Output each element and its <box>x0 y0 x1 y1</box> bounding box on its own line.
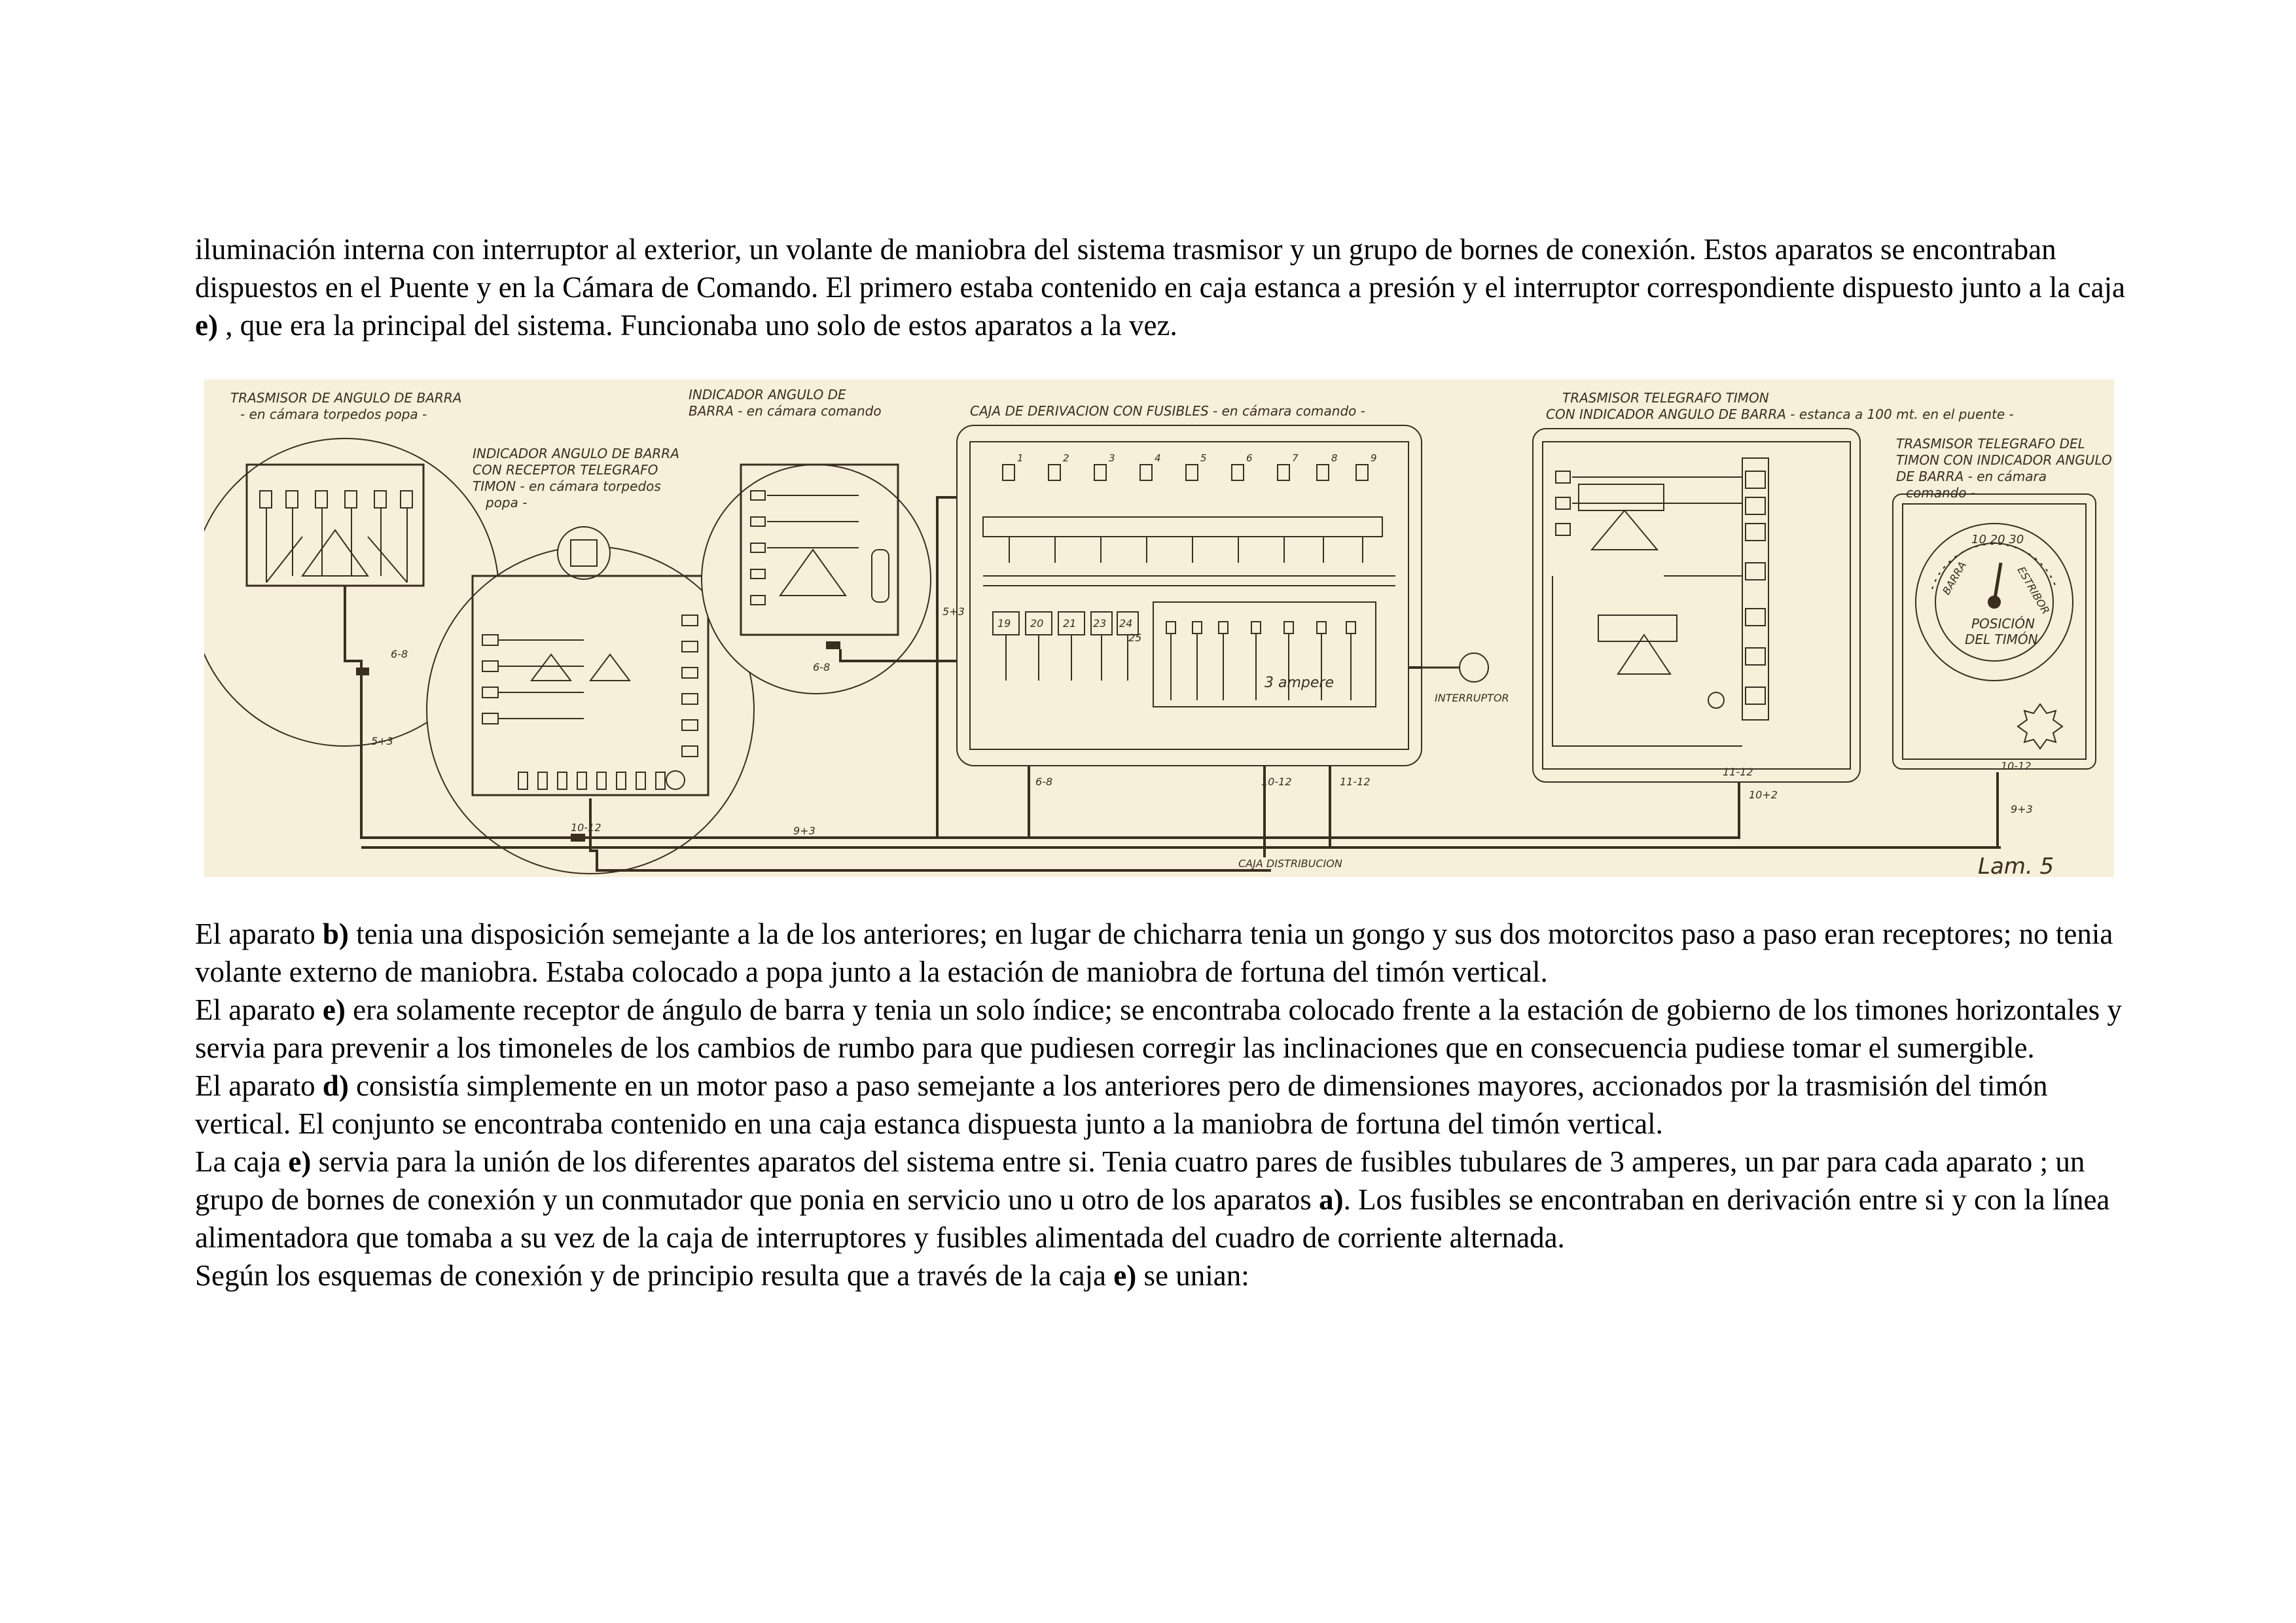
terminal-number: 8 <box>1331 452 1338 464</box>
cable-label: 6-8 <box>391 648 408 660</box>
cable-label: 5+3 <box>942 605 965 618</box>
text-run: era solamente receptor de ángulo de barra y tenia un solo índice; se encontraba colocado frente a la estación de gobierno de los timones horizontales y servia para prevenir a los timoneles de los cambios de rumbo para que pudiesen corregir las inclinaciones que en consecuencia pudiese tomar el sumergible. <box>195 993 2122 1064</box>
bold-ref: e) <box>195 309 218 342</box>
label-transmitter-line2: - en cámara torpedos popa - <box>240 406 427 422</box>
label-amperes: 3 ampere <box>1265 675 1334 691</box>
terminal-number: 6 <box>1246 452 1253 464</box>
dial-barra: BARRA <box>1940 559 1969 597</box>
rudder-position-dial <box>1893 494 2096 769</box>
fuse-box <box>957 425 1488 766</box>
paragraph-d <box>195 1067 2132 1143</box>
label-timon-line2: TIMON CON INDICADOR ANGULO <box>1896 452 2112 468</box>
bottom-paragraphs <box>195 915 2132 1294</box>
cable-label: 11-12 <box>1340 776 1371 788</box>
cable-label: 5+3 <box>371 735 393 747</box>
bold-ref: d) <box>322 1069 349 1102</box>
bold-ref: e) <box>1113 1259 1137 1292</box>
text-run: se unian: <box>1136 1259 1249 1292</box>
terminal-number: 9 <box>1371 452 1377 464</box>
fuse-number: 19 <box>997 617 1011 630</box>
dial-label-line2: DEL TIMÓN <box>1965 632 2038 647</box>
dial-label-line1: POSICIÓN <box>1971 616 2035 632</box>
switch-icon <box>1422 653 1488 682</box>
label-fuse-box: CAJA DE DERIVACION CON FUSIBLES - en cámara comando - <box>970 403 1365 419</box>
text-run: El aparato <box>195 918 323 950</box>
fuse-number: 23 <box>1093 617 1107 630</box>
bold-ref: e) <box>322 993 346 1026</box>
label-timon-line4: comando - <box>1906 485 1976 501</box>
cable-label: 10-12 <box>571 821 601 834</box>
text-run: El aparato <box>195 1069 323 1102</box>
label-receiver-line4: popa - <box>486 495 528 510</box>
label-receiver-line3: TIMON - en cámara torpedos <box>473 478 661 494</box>
top-paragraph <box>195 230 2132 344</box>
text-run: El aparato <box>195 993 323 1026</box>
cable-label: 10+2 <box>1749 789 1778 801</box>
paragraph-e <box>195 991 2132 1067</box>
label-indicator-line1: INDICADOR ANGULO DE <box>689 387 846 402</box>
terminal-number: 2 <box>1063 452 1069 464</box>
text-run: . Los fusibles se encontraban en derivación entre si y con la línea alimentadora que tomaba a su vez de la caja de interruptores y fusibles alimentada del cuadro de corriente alternada. <box>195 1183 2110 1254</box>
label-timon-line3: DE BARRA - en cámara <box>1896 469 2047 484</box>
indicator-circle-right <box>702 465 931 694</box>
text-run: servia para la unión de los diferentes aparatos del sistema entre si. Tenia cuatro pares de fusibles tubulares de 3 amperes, un par para cada aparato ; un grupo de bornes de conexión y un conmutador que ponia en servicio uno u otro de los aparatos <box>195 1145 2085 1216</box>
label-transmitter-line1: TRASMISOR DE ANGULO DE BARRA <box>230 390 462 406</box>
label-indicator-line2: BARRA - en cámara comando <box>689 403 882 419</box>
text-run: Según los esquemas de conexión y de principio resulta que a través de la caja <box>195 1259 1114 1292</box>
wiring-diagram-svg <box>204 380 2114 877</box>
telegraph-transmitter-box <box>1533 429 1860 782</box>
cable-label: 9+3 <box>793 825 816 837</box>
terminal-number: 4 <box>1155 452 1161 464</box>
text-run: iluminación interna con interruptor al exterior, un volante de maniobra del sistema trasmisor y un grupo de bornes de conexión. Estos aparatos se encontraban dispuestos en el Puente y en la Cámara de Comando. El primero estaba contenido en caja estanca a presión y el interruptor correspondiente dispuesto junto a la caja <box>195 233 2126 304</box>
paragraph-b <box>195 915 2132 991</box>
label-caja-distribucion: CAJA DISTRIBUCION <box>1238 857 1342 870</box>
label-interruptor: INTERRUPTOR <box>1435 692 1509 704</box>
label-receiver-line2: CON RECEPTOR TELEGRAFO <box>473 462 658 478</box>
paragraph-segun <box>195 1257 2132 1294</box>
label-telegraph-line2: CON INDICADOR ANGULO DE BARRA - estanca a 100 mt. en el puente - <box>1546 406 2014 422</box>
text-run: La caja <box>195 1145 289 1178</box>
dial-scale: 10 20 30 <box>1971 533 2024 546</box>
bold-ref: e) <box>288 1145 312 1178</box>
text-run: , que era la principal del sistema. Funcionaba uno solo de estos aparatos a la vez. <box>217 309 1177 342</box>
cable-label: 6-8 <box>813 661 831 673</box>
bold-ref: a) <box>1319 1183 1344 1216</box>
fuse-number: 24 <box>1119 617 1133 630</box>
fuse-number: 20 <box>1030 617 1044 630</box>
wiring-diagram-figure <box>204 380 2114 877</box>
label-lamina: Lam. 5 <box>1978 853 2054 877</box>
dial-estribor: ESTRIBOR <box>2015 564 2053 616</box>
cable-label: 10-12 <box>1261 776 1292 788</box>
label-timon-line1: TRASMISOR TELEGRAFO DEL <box>1896 436 2085 452</box>
terminal-number: 7 <box>1292 452 1299 464</box>
terminal-number: 3 <box>1109 452 1115 464</box>
paragraph-caja <box>195 1143 2132 1257</box>
bold-ref: b) <box>322 918 349 950</box>
text-run: consistía simplemente en un motor paso a paso semejante a los anteriores pero de dimensiones mayores, accionados por la trasmisión del timón vertical. El conjunto se encontraba contenido en una caja estanca dispuesta junto a la maniobra de fortuna del timón vertical. <box>195 1069 2048 1140</box>
label-telegraph-line1: TRASMISOR TELEGRAFO TIMON <box>1562 390 1769 406</box>
cable-label: 6-8 <box>1035 776 1053 788</box>
cable-label: 9+3 <box>2011 803 2033 815</box>
cable-label: 11-12 <box>1723 766 1753 778</box>
terminal-number: 5 <box>1200 452 1207 464</box>
label-receiver-line1: INDICADOR ANGULO DE BARRA <box>473 446 679 461</box>
cable-label: 10-12 <box>2001 760 2032 772</box>
fuse-number: 25 <box>1128 632 1142 644</box>
fuse-number: 21 <box>1063 617 1077 630</box>
terminal-number: 1 <box>1017 452 1024 464</box>
text-run: tenia una disposición semejante a la de los anteriores; en lugar de chicharra tenia un gongo y sus dos motorcitos paso a paso eran receptores; no tenia volante externo de maniobra. Estaba colocado a popa junto a la estación de maniobra de fortuna del timón vertical. <box>195 918 2113 988</box>
